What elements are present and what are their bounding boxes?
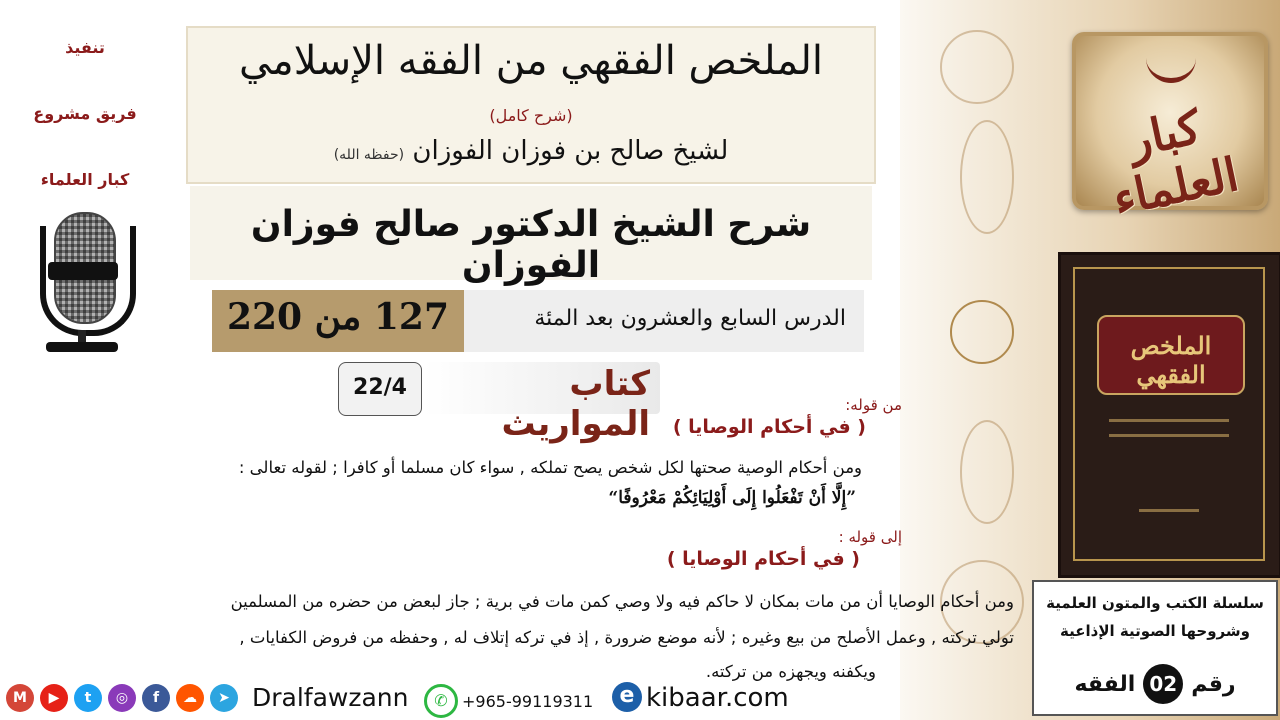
- lesson-count-box: [212, 290, 464, 352]
- lesson-count: 127 من 220: [226, 296, 450, 338]
- book-header: [186, 26, 876, 184]
- book-author: [188, 136, 874, 166]
- ornament-swirl: [940, 30, 1014, 104]
- explainer-header: [190, 186, 872, 286]
- author-name: لشيخ صالح بن فوزان الفوزان: [412, 136, 729, 166]
- twitter-icon[interactable]: t: [74, 684, 102, 712]
- paragraph-2-line-1: ومن أحكام الوصايا أن من مات بمكان لا حاكم فيه ولا وصي كمن مات في برية ; جاز لبعض من حضره من المسلمين: [230, 592, 1014, 611]
- whatsapp-icon[interactable]: ✆: [424, 684, 458, 718]
- series-subject: الفقه: [1074, 671, 1136, 697]
- facebook-icon[interactable]: f: [142, 684, 170, 712]
- credit-line-1: تنفيذ: [65, 38, 105, 57]
- series-title: سلسلة الكتب والمتون العلمية: [1046, 594, 1264, 612]
- book-decoration: [1109, 419, 1229, 422]
- book-border: [1073, 267, 1265, 561]
- series-number-row: [1034, 664, 1276, 704]
- website-link[interactable]: kibaar.com: [646, 683, 789, 713]
- from-label: من قوله:: [845, 396, 902, 414]
- explainer-name: شرح الشيخ الدكتور صالح فوزان الفوزان: [250, 204, 812, 286]
- kibaar-logo: [1072, 32, 1268, 226]
- credit-line-2: فريق مشروع: [33, 104, 137, 123]
- chapter-title: كتاب المواريث: [501, 364, 650, 444]
- paragraph-1: ومن أحكام الوصية صحتها لكل شخص يصح تملكه , سواء كان مسلما أو كافرا ; لقوله تعالى :: [238, 458, 862, 477]
- ornament-swirl: [960, 120, 1014, 234]
- book-publisher-mark: [1139, 509, 1199, 512]
- book-cover: [1058, 252, 1280, 578]
- author-note: (حفظه الله): [333, 147, 405, 163]
- book-decoration: [1109, 434, 1229, 437]
- quran-verse: ”إِلَّا أَنْ تَفْعَلُوا إِلَى أَوْلِيَائِكُمْ مَعْرُوفًا“: [608, 488, 856, 508]
- microphone-base: [46, 342, 118, 352]
- to-label: إلى قوله :: [838, 528, 902, 546]
- series-number-badge: 02: [1143, 664, 1183, 704]
- ornament-swirl: [960, 420, 1014, 524]
- instagram-icon[interactable]: ◎: [108, 684, 136, 712]
- logo-text: كبار العلماء: [1108, 99, 1244, 226]
- phone-number[interactable]: +965-99119311: [462, 692, 594, 711]
- book-title-panel: [1097, 315, 1245, 395]
- soundcloud-icon[interactable]: ☁: [176, 684, 204, 712]
- book-title-heading: الملخص الفقهي من الفقه الإسلامي: [238, 38, 824, 84]
- youtube-icon[interactable]: ▶: [40, 684, 68, 712]
- paragraph-2-line-2: تولي تركته , وعمل الأصلح من بيع وغيره ; لأنه موضع ضرورة , إذ في تركه إتلاف له , وحفظه من فروض الكفايات ,: [239, 628, 1014, 647]
- series-subtitle: وشروحها الصوتية الإذاعية: [1060, 622, 1250, 640]
- credit-line-3: كبار العلماء: [40, 170, 130, 189]
- book-icon: [1146, 56, 1196, 83]
- section-heading-1: ( في أحكام الوصايا ): [672, 416, 866, 438]
- site-logo-icon: e: [612, 682, 642, 712]
- paragraph-2-line-3: ويكفنه ويجهزه من تركته.: [705, 662, 876, 681]
- chapter-box: [424, 362, 660, 444]
- social-handle[interactable]: Dralfawzann: [252, 683, 409, 712]
- series-number-label: رقم: [1191, 671, 1236, 697]
- lesson-name-box: [464, 290, 864, 352]
- microphone-band: [48, 262, 118, 280]
- series-info-box: [1032, 580, 1278, 716]
- lesson-name: الدرس السابع والعشرون بعد المئة: [534, 306, 846, 331]
- ornament-fleur: [950, 300, 1014, 364]
- telegram-icon[interactable]: ➤: [210, 684, 238, 712]
- gmail-icon[interactable]: M: [6, 684, 34, 712]
- section-heading-2: ( في أحكام الوصايا ): [666, 548, 860, 570]
- book-title: الملخص الفقهي: [1130, 331, 1212, 389]
- book-subtitle: (شرح كامل): [489, 106, 573, 125]
- page-reference: 22/4: [338, 362, 422, 416]
